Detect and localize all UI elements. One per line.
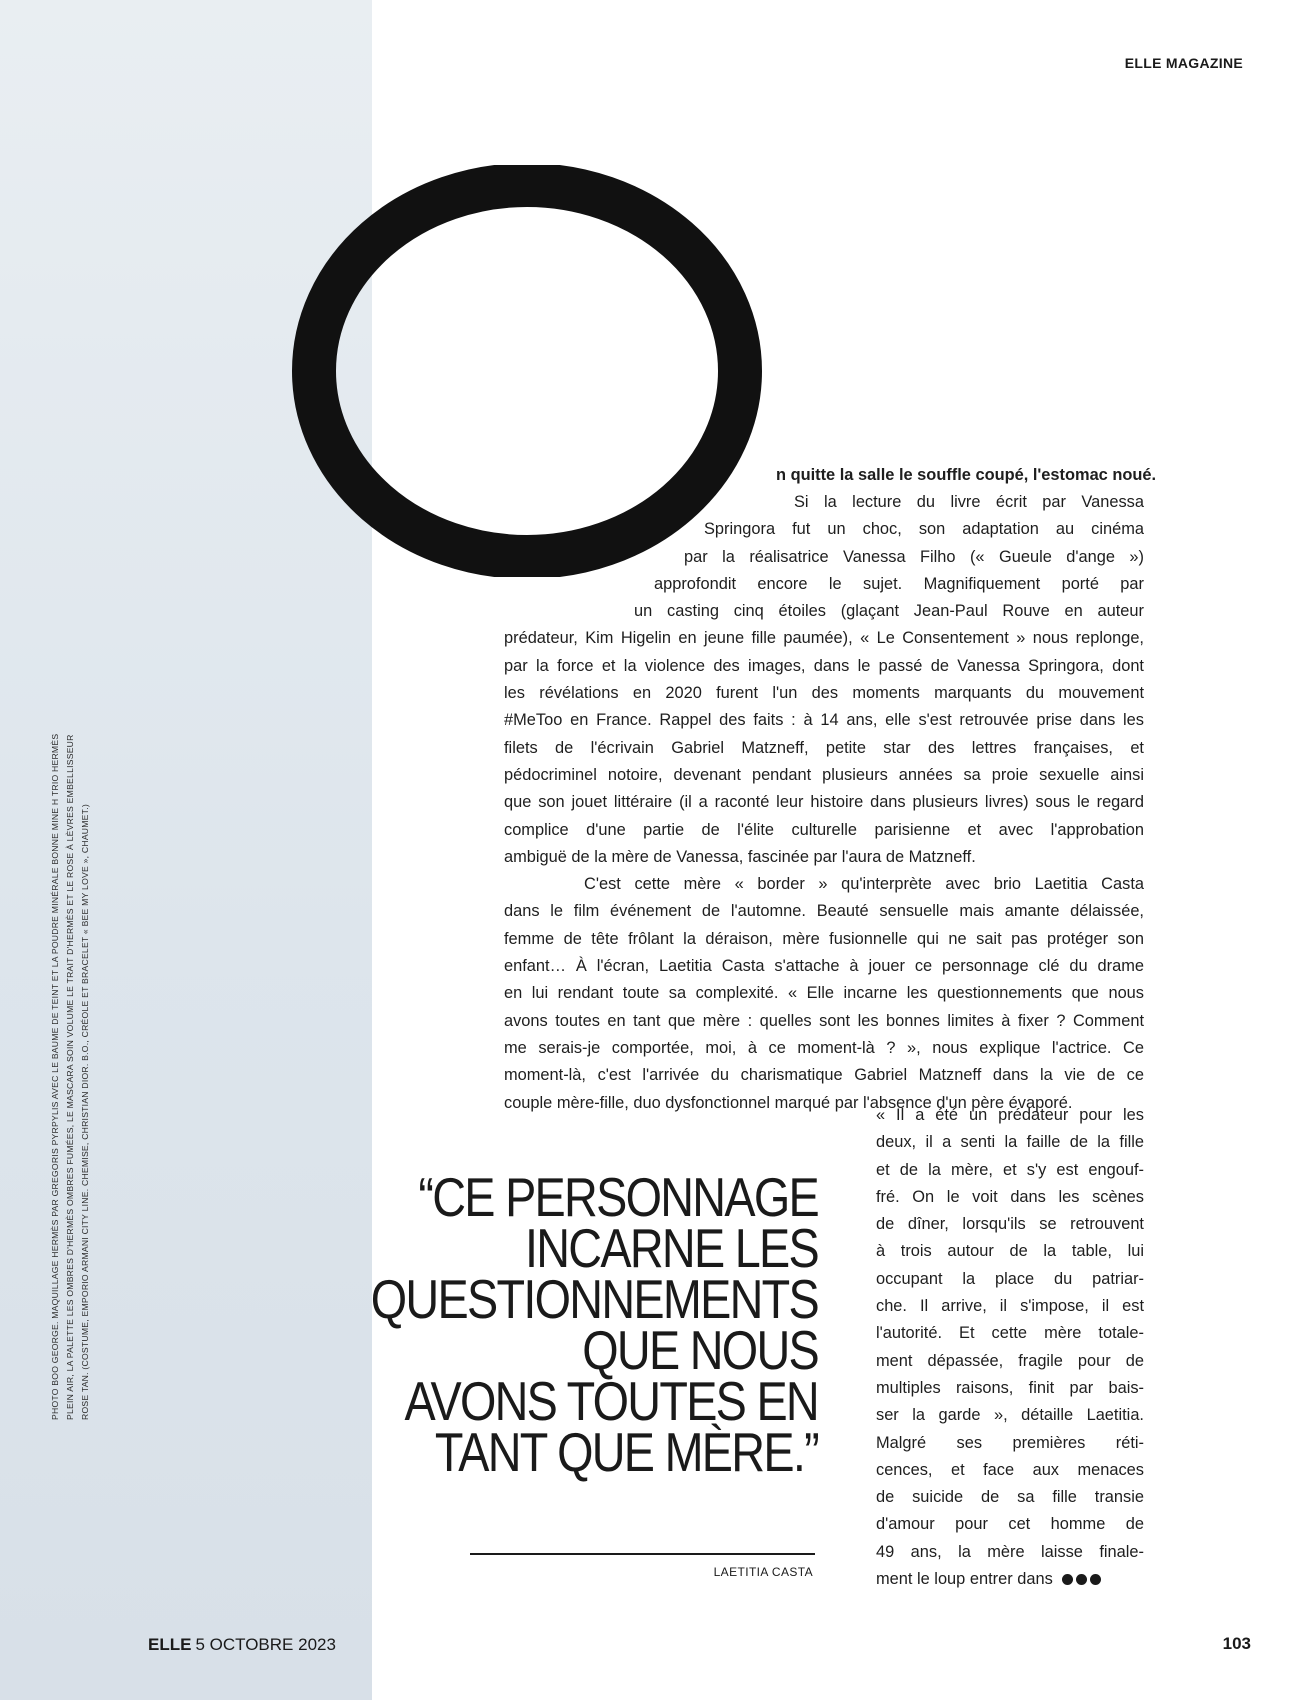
pull-quote-rule [470,1553,815,1555]
article-line: approfondit encore le sujet. Magnifiquement porté par [654,574,1144,593]
article-line [876,1457,1144,1484]
masthead: ELLE MAGAZINE [1124,55,1243,71]
article-line-text: « Il a été un prédateur pour les [876,1106,1144,1124]
photo-credit-line: PLEIN AIR, LA PALETTE LES OMBRES D'HERMÈS OMBRES FUMÉES, LE MASCARA SOIN VOLUME LE TRAIT D'HERMÈS ET LE ROSE À LÈVRES EMBELLISSEUR [65,734,75,1420]
article-line: complice d'une partie de l'élite culturelle parisienne et avec l'approbation [504,820,1144,839]
photo-credit-line: ROSE TAN. (COSTUME, EMPORIO ARMANI CITY LINE. CHEMISE, CHRISTIAN DIOR. B.O., CRÉOLE ET BRACELET « BEE MY LOVE », CHAUMET.) [80,804,90,1420]
article-line-text: à trois autour de la table, lui [876,1242,1144,1261]
pull-quote-line: “CE PERSONNAGE [418,1166,818,1228]
article-line: dans le film événement de l'automne. Beauté sensuelle mais amante délaissée, [504,902,1144,921]
article-line: Si la lecture du livre écrit par Vanessa [794,493,1144,511]
photo-credit-line: PHOTO BOO GEORGE. MAQUILLAGE HERMÈS PAR GREGORIS PYRPYLIS AVEC LE BAUME DE TEINT ET LA POUDRE MINÉRALE BONNE MINE H TRIO HERMÈS [50,733,60,1420]
article-line [876,1102,1144,1129]
article-line-text: ment le loup entrer dans [876,1570,1053,1589]
article-line: un casting cinq étoiles (glaçant Jean-Paul Rouve en auteur [634,602,1144,621]
article-line: C'est cette mère « border » qu'interprète avec brio Laetitia Casta [584,875,1144,894]
pull-quote [369,1166,818,1483]
pull-quote-line: AVONS TOUTES EN [404,1370,818,1432]
article-line [876,1129,1144,1156]
pull-quote-line: QUE NOUS [582,1319,818,1381]
footer-brand: ELLE [148,1635,192,1654]
article-line [876,1566,1144,1593]
article-line: femme de tête frôlant la déraison, mère fusionnelle qui ne sait pas protéger son [504,929,1144,948]
article-line: #MeToo en France. Rappel des faits : à 14 ans, elle s'est retrouvée prise dans les [504,711,1144,730]
article-main-column [504,462,1157,489]
article-line-text: l'autorité. Et cette mère totale- [876,1324,1144,1343]
article-line [876,1238,1144,1265]
article-line [876,1184,1144,1211]
article-line: ambiguë de la mère de Vanessa, fascinée par l'aura de Matzneff. [504,847,976,866]
article-line-text: multiples raisons, finit par bais- [876,1378,1144,1397]
photo-credits [48,733,93,1420]
page-footer [148,1635,336,1655]
article-line [876,1484,1144,1511]
article-line: en lui rendant toute sa complexité. « Elle incarne les questionnements que nous [504,984,1144,1003]
article-line-text: Malgré ses premières réti- [876,1433,1144,1452]
article-line: par la réalisatrice Vanessa Filho (« Gueule d'ange ») [684,547,1144,566]
continuation-dots-icon [1059,1566,1101,1593]
article-line-text: ment dépassée, fragile pour de [876,1351,1144,1370]
article-lead: n quitte la salle le souffle coupé, l'estomac noué. [776,466,1157,484]
article-line-text: ser la garde », détaille Laetitia. [876,1406,1144,1425]
article-line-text: fré. On le voit dans les scènes [876,1187,1144,1206]
article-line: par la force et la violence des images, dans le passé de Vanessa Springora, dont [504,656,1144,675]
article-line [876,1293,1144,1320]
article-line: pédocriminel notoire, devenant pendant plusieurs années sa proie sexuelle ainsi [504,765,1144,784]
article-line [876,1320,1144,1347]
article-line-text: d'amour pour cet homme de [876,1515,1144,1534]
article-line [876,1211,1144,1238]
article-line: me serais-je comportée, moi, à ce moment-là ? », nous explique l'actrice. Ce [504,1038,1144,1057]
article-line [876,1402,1144,1429]
article-line [876,1511,1144,1538]
pull-quote-line: TANT QUE MÈRE.” [434,1421,818,1483]
article-line-text: et de la mère, et s'y est engouf- [876,1160,1144,1179]
article-body [504,489,1144,1117]
article-line: Springora fut un choc, son adaptation au cinéma [704,520,1144,539]
article-line-text: occupant la place du patriar- [876,1269,1144,1288]
article-line [876,1375,1144,1402]
article-line: les révélations en 2020 furent l'un des moments marquants du mouvement [504,684,1144,703]
article-line [876,1430,1144,1457]
page-number: 103 [1222,1634,1251,1653]
pull-quote-attribution: LAETITIA CASTA [713,1565,813,1579]
article-line: couple mère-fille, duo dysfonctionnel marqué par l'absence d'un père évaporé. [504,1093,1073,1112]
article-line-text: deux, il a senti la faille de la fille [876,1133,1144,1152]
pull-quote-line: QUESTIONNEMENTS [370,1268,818,1330]
article-right-column [876,1102,1144,1593]
article-line [876,1157,1144,1184]
article-line: moment-là, c'est l'arrivée du charismatique Gabriel Matzneff dans la vie de ce [504,1066,1144,1085]
article-line-text: che. Il arrive, il s'impose, il est [876,1297,1144,1316]
footer-date: 5 OCTOBRE 2023 [195,1635,336,1654]
article-line [876,1266,1144,1293]
article-line [876,1348,1144,1375]
article-line-text: 49 ans, la mère laisse finale- [876,1542,1144,1561]
article-line: prédateur, Kim Higelin en jeune fille paumée), « Le Consentement » nous replonge, [504,629,1144,648]
article-line: avons toutes en tant que mère : quelles sont les bonnes limites à fixer ? Comment [504,1011,1144,1030]
article-line: enfant… À l'écran, Laetitia Casta s'attache à jouer ce personnage clé du drame [504,957,1144,976]
article-line: filets de l'écrivain Gabriel Matzneff, petite star des lettres françaises, et [504,738,1144,757]
article-line-text: de suicide de sa fille transie [876,1488,1144,1507]
article-line [504,462,1157,489]
article-line: que son jouet littéraire (il a raconté leur histoire dans plusieurs livres) sous le regard [504,793,1144,812]
article-line [876,1539,1144,1566]
article-line-text: de dîner, lorsqu'ils se retrouvent [876,1215,1144,1234]
pull-quote-line: INCARNE LES [524,1217,818,1279]
article-line-text: cences, et face aux menaces [876,1460,1144,1479]
